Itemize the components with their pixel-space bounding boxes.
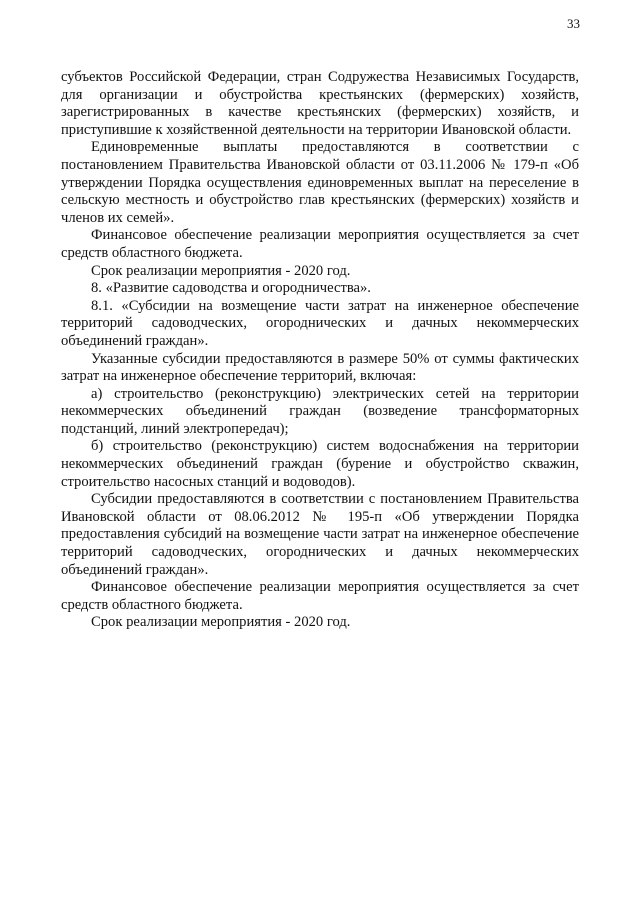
paragraph-funding-2: Финансовое обеспечение реализации мероприятия осуществляется за счет средств областного бюджета. xyxy=(61,579,579,613)
subsection-heading-8-1: 8.1. «Субсидии на возмещение части затрат на инженерное обеспечение территорий садоводческих, огороднических и дачных некоммерческих объединений граждан». xyxy=(61,297,579,349)
paragraph-funding: Финансовое обеспечение реализации мероприятия осуществляется за счет средств областного бюджета. xyxy=(61,227,579,261)
list-item-b: б) строительство (реконструкцию) систем водоснабжения на территории некоммерческих объединений граждан (бурение и обустройство скважин, строительство насосных станций и водоводов). xyxy=(61,438,579,490)
paragraph-term-2: Срок реализации мероприятия - 2020 год. xyxy=(91,614,351,631)
document-body xyxy=(61,69,579,632)
paragraph-subsidy-basis: Субсидии предоставляются в соответствии с постановлением Правительства Ивановской области от 08.06.2012 № 195-п «Об утверждении Порядка предоставления субсидий на возмещение части затрат на инженерное обеспечение территорий садоводческих, огороднических и дачных некоммерческих объединений граждан». xyxy=(61,491,579,578)
paragraph-subsidy-size: Указанные субсидии предоставляются в размере 50% от суммы фактических затрат на инженерное обеспечение территорий, включая: xyxy=(61,350,579,385)
paragraph-term: Срок реализации мероприятия - 2020 год. xyxy=(91,262,351,279)
paragraph-payments-basis: Единовременные выплаты предоставляются в соответствии с постановлением Правительства Ивановской области от 03.11.2006 № 179-п «Об утверждении Порядка осуществления единовременных выплат на переселение в сельскую местность и обустройство глав крестьянских (фермерских) хозяйств и членов их семей». xyxy=(61,139,579,226)
list-item-a: а) строительство (реконструкцию) электрических сетей на территории некоммерческих объединений граждан (возведение трансформаторных подстанций, линий электропередач); xyxy=(61,385,579,437)
page-number: 33 xyxy=(567,16,580,31)
section-heading-8: 8. «Развитие садоводства и огородничества». xyxy=(91,280,371,297)
paragraph-continuation: субъектов Российской Федерации, стран Содружества Независимых Государств, для организации и обустройства крестьянских (фермерских) хозяйств, зарегистрированных в качестве крестьянских (фермерских) хозяйств, и приступившие к хозяйственной деятельности на территории Ивановской области. xyxy=(61,69,579,138)
